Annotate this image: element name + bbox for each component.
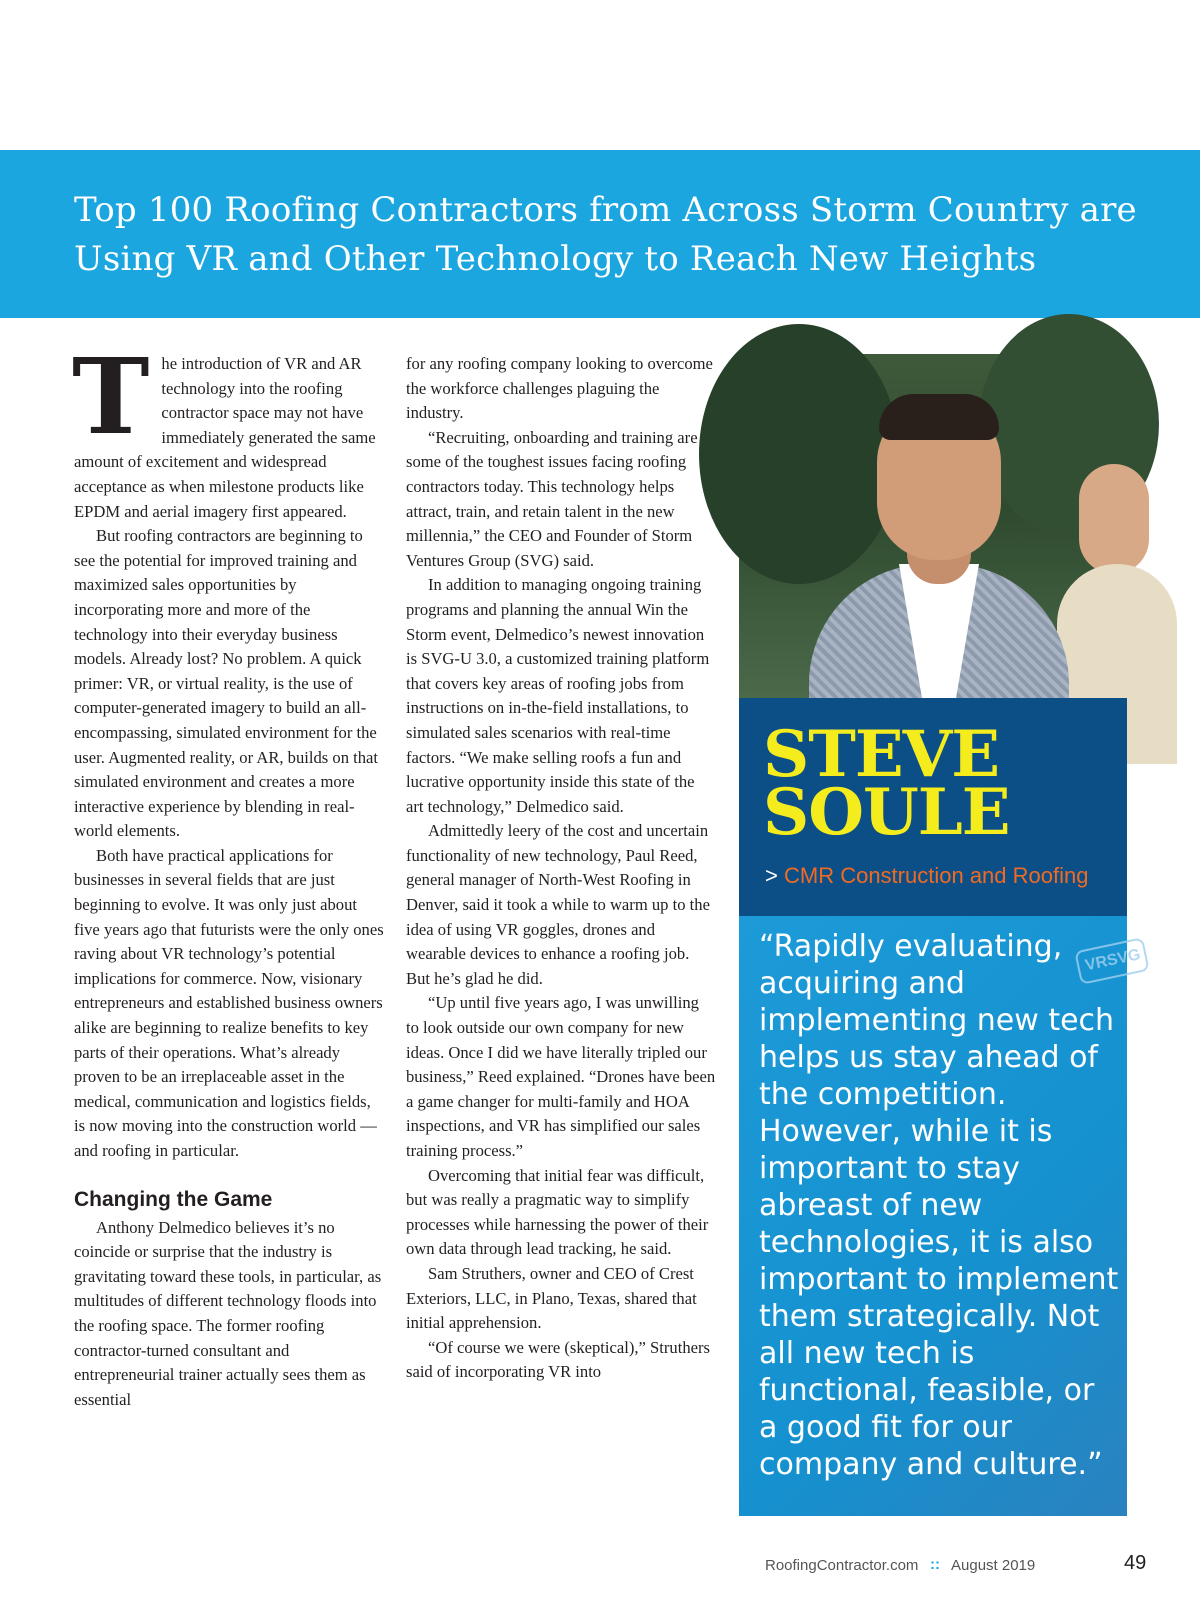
drop-cap: T bbox=[72, 335, 150, 458]
paragraph: Sam Struthers, owner and CEO of Crest Exteriors, LLC, in Plano, Texas, shared that initial apprehension. bbox=[406, 1263, 697, 1333]
paragraph: “Of course we were (skeptical),” Struthers said of incorporating VR into bbox=[406, 1337, 710, 1382]
profile-company bbox=[765, 862, 1088, 890]
paragraph: for any roofing company looking to overcome the workforce challenges plaguing the industry. bbox=[406, 354, 713, 423]
article-column-1 bbox=[72, 335, 384, 1412]
paragraph: But roofing contractors are beginning to see the potential for improved training and maximized sales opportunities by incorporating more and more of the technology into their everyday business models. Already lost? No problem. A quick primer: VR, or virtual reality, is the use of computer-generated imagery to build an all-encompassing, simulated environment for the user. Augmented reality, or AR, builds on that simulated environment and creates a more interactive experience by blending in real-world elements. bbox=[74, 526, 379, 841]
portrait-photo bbox=[739, 354, 1127, 698]
section-subhead: Changing the Game bbox=[74, 1187, 273, 1211]
profile-first-name: STEVE bbox=[763, 717, 1000, 792]
footer-site: RoofingContractor.com bbox=[765, 1557, 919, 1574]
vr-headset-logo: VRSVG bbox=[1074, 937, 1150, 985]
profile-sidebar bbox=[739, 354, 1143, 1516]
article-column-2 bbox=[406, 352, 716, 1385]
portrait-hair bbox=[879, 394, 999, 440]
paragraph: Overcoming that initial fear was difficult, but was really a pragmatic way to simplify processes while harnessing the power of their own data through lead tracking, he said. bbox=[406, 1165, 709, 1259]
profile-last-name: SOULE bbox=[763, 775, 1010, 850]
background-tree bbox=[699, 324, 899, 584]
paragraph: Admittedly leery of the cost and uncertain functionality of new technology, Paul Reed, general manager of North-West Roofing in Denver, said it took a while to warm up to the idea of using VR goggles, drones and wearable devices to enhance a roofing job. But he’s glad he did. bbox=[406, 821, 710, 988]
footer-separator: :: bbox=[930, 1556, 940, 1573]
paragraph: “Up until five years ago, I was unwilling to look outside our own company for new ideas. Once I did we have literally tripled our business,” Reed explained. “Drones have been a game changer for multi-family and HOA inspections, and VR has simplified our sales training process.” bbox=[406, 993, 716, 1160]
paragraph: Anthony Delmedico believes it’s no coincide or surprise that the industry is gravitating toward these tools, in particular, as multitudes of different technology floods into the roofing space. The former roofing contractor-turned consultant and entrepreneurial trainer actually sees them as essential bbox=[74, 1217, 382, 1409]
paragraph: he introduction of VR and AR technology into the roofing contractor space may not have immediately generated the same amount of excitement and widespread acceptance as when milestone products like EPDM and aerial imagery first appeared. bbox=[74, 354, 376, 521]
paragraph: In addition to managing ongoing training programs and planning the annual Win the Storm event, Delmedico’s newest innovation is SVG-U 3.0, a customized training platform that covers key areas of roofing jobs from instructions on in-the-field installations, to simulated sales scenarios with real-time factors. “We make selling roofs a fun and lucrative opportunity inside this state of the art technology,” Delmedico said. bbox=[406, 575, 710, 816]
company-name: CMR Construction and Roofing bbox=[783, 863, 1089, 888]
company-arrow: > bbox=[765, 863, 778, 888]
profile-name bbox=[763, 717, 1010, 850]
footer-date: August 2019 bbox=[951, 1557, 1036, 1574]
paragraph: “Recruiting, onboarding and training are some of the toughest issues facing roofing contractors today. This technology helps attract, train, and retain talent in the new millennia,” the CEO and Founder of Storm Ventures Group (SVG) said. bbox=[406, 427, 698, 570]
second-person-head bbox=[1079, 464, 1149, 574]
article-title: Top 100 Roofing Contractors from Across Storm Country are Using VR and Other Technology to Reach New Heights bbox=[74, 190, 1137, 279]
page-number: 49 bbox=[1124, 1552, 1147, 1574]
pull-quote: “Rapidly evaluating, acquiring and implementing new tech helps us stay ahead of the competition. However, while it is important to stay abreast of new technologies, it is also important to implement them strategically. Not all new tech is functional, feasible, or a good fit for our company and culture.” bbox=[759, 929, 1119, 1482]
paragraph: Both have practical applications for businesses in several fields that are just beginning to evolve. It was only just about five years ago that futurists were the only ones raving about VR technology’s potential implications for commerce. Now, visionary entrepreneurs and established business owners alike are beginning to realize benefits to key parts of their operations. What’s already proven to be an irreplaceable asset in the medical, communication and logistics fields, is now moving into the construction world — and roofing in particular. bbox=[74, 845, 384, 1160]
